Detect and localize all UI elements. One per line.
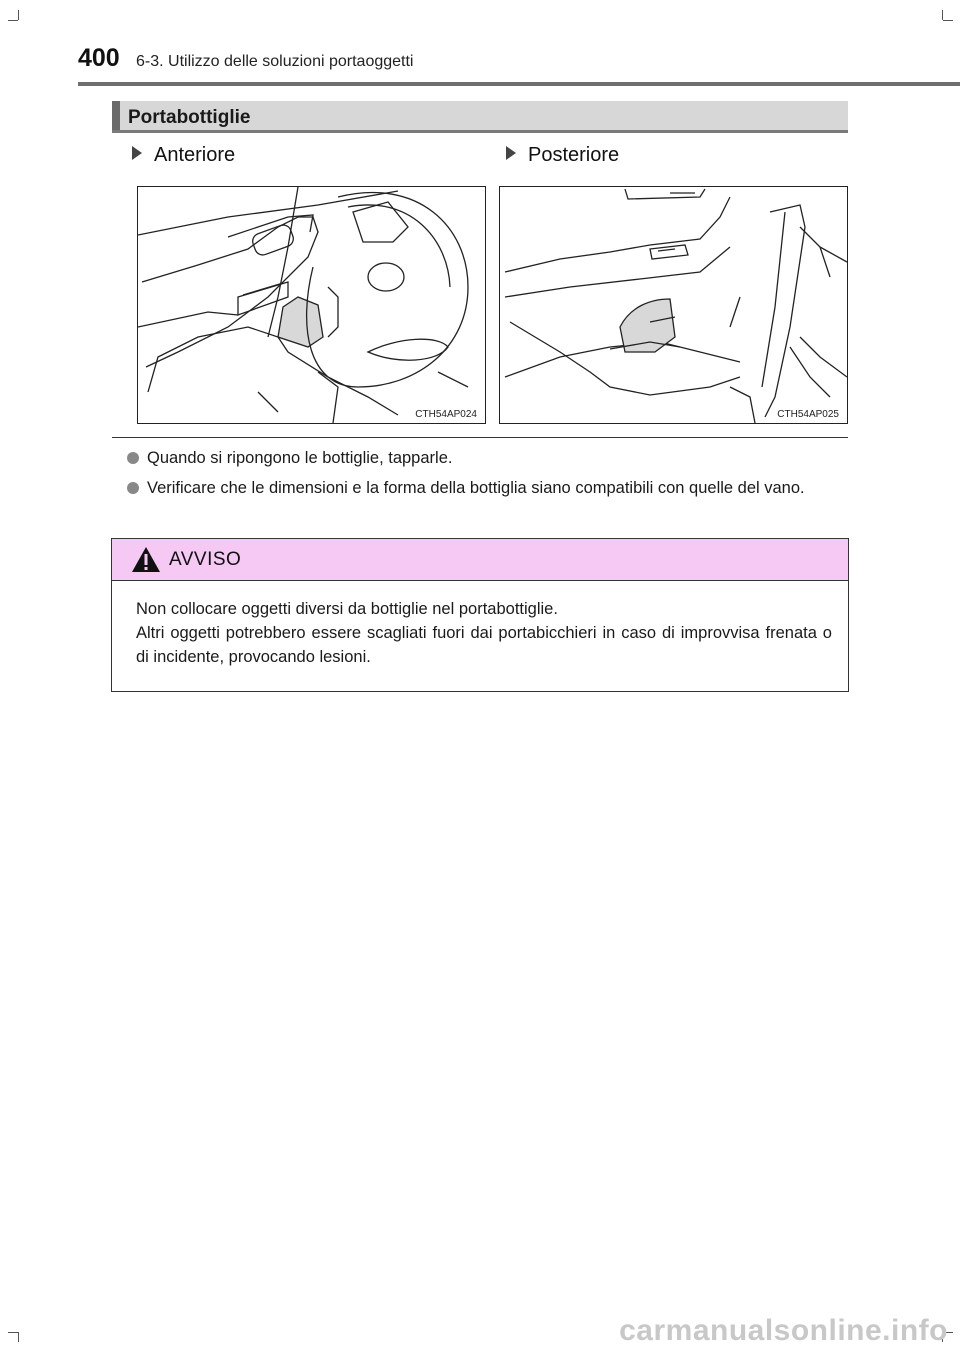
crop-mark [8,20,18,21]
warning-line: Altri oggetti potrebbero essere scagliati fuori dai portabicchieri in caso di improvvisa frenata o di incidente, provocando lesioni. [136,624,832,666]
image-code: CTH54AP025 [777,409,839,420]
column-label-front-text: Anteriore [154,144,236,166]
triangle-bullet-icon [132,146,142,160]
section-header-bar [112,101,120,130]
warning-header [112,539,848,581]
warning-title: AVVISO [169,549,242,570]
crop-mark [8,1332,18,1333]
warning-triangle-icon [131,546,161,573]
rear-door-illustration-icon [500,187,847,423]
list-item-text: Quando si ripongono le bottiglie, tapparle. [147,449,453,467]
list-item [127,476,849,501]
section-title: Portabottiglie [128,107,251,128]
section-divider [112,437,848,438]
watermark: carmanualsonline.info [619,1314,948,1347]
column-label-front [132,144,235,167]
triangle-bullet-icon [506,146,516,160]
warning-body [136,597,832,669]
column-label-rear [506,144,619,167]
list-item [127,446,849,471]
rear-bottle-holder-illustration [499,186,848,424]
image-code: CTH54AP024 [415,409,477,420]
front-door-illustration-icon [138,187,485,423]
crop-mark [18,10,19,20]
crop-mark [942,10,943,20]
chapter-title: 6-3. Utilizzo delle soluzioni portaoggetti [136,53,414,70]
bullet-dot-icon [127,452,139,464]
front-bottle-holder-illustration [137,186,486,424]
section-header [112,101,848,133]
list-item-text: Verificare che le dimensioni e la forma della bottiglia siano compatibili con quelle del vano. [147,479,805,497]
header-rule [78,82,960,86]
bullet-dot-icon [127,482,139,494]
column-label-rear-text: Posteriore [528,144,620,166]
warning-box [111,538,849,692]
warning-line: Non collocare oggetti diversi da bottiglie nel portabottiglie. [136,600,558,618]
crop-mark [943,20,953,21]
crop-mark [18,1332,19,1342]
page-number: 400 [78,44,120,72]
